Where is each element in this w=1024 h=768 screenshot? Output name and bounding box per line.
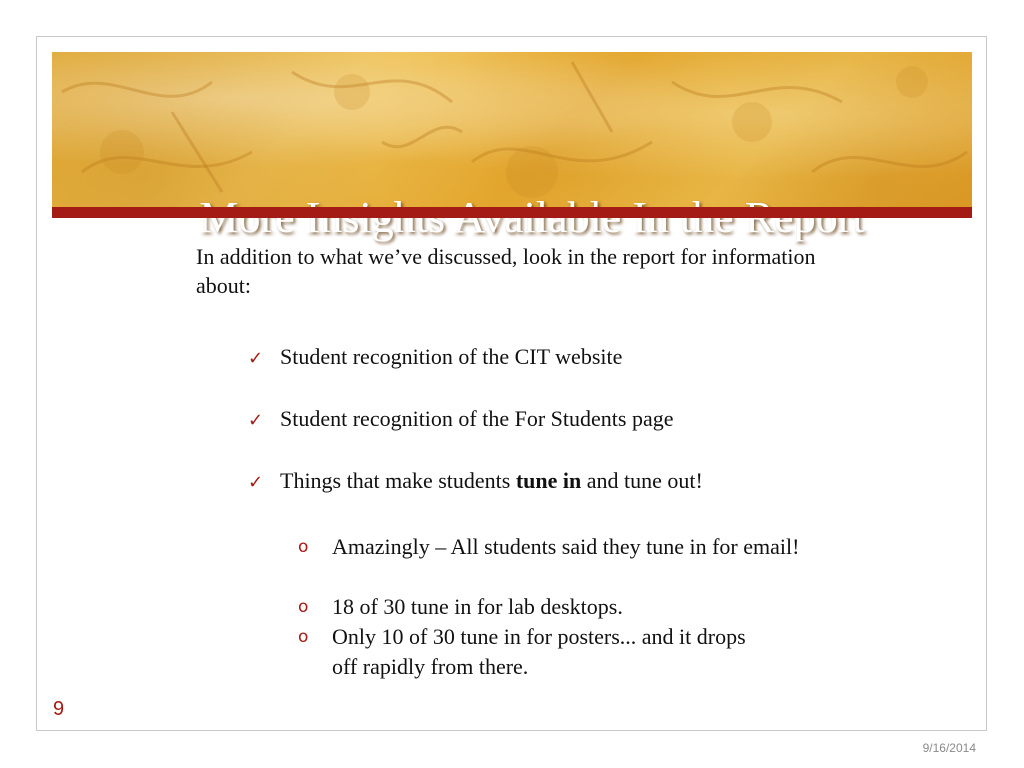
title-underline-bar (52, 207, 972, 218)
slide-date: 9/16/2014 (922, 741, 976, 755)
hollow-circle-bullet-icon: o (298, 597, 309, 617)
hollow-circle-bullet-icon: o (298, 537, 309, 557)
checkmark-icon: ✓ (248, 410, 264, 431)
banner-texture (52, 52, 972, 207)
title-banner (52, 52, 972, 207)
sub-bullet-item (298, 622, 768, 682)
hollow-circle-bullet-icon: o (298, 627, 309, 647)
checklist-item-text: Things that make students (280, 468, 516, 493)
checklist-item-bold: tune in (515, 468, 582, 493)
checkmark-icon: ✓ (248, 348, 264, 369)
sub-bullet-text: Only 10 of 30 tune in for posters... and it drops off rapidly from there. (332, 624, 746, 679)
sub-bullet-item (298, 592, 838, 622)
checklist-item (248, 344, 622, 370)
checklist-item-text-end: and tune out! (581, 468, 703, 493)
checklist-item (248, 468, 703, 494)
intro-text: In addition to what we’ve discussed, look in the report for information about: (196, 244, 816, 298)
slide-number: 9 (53, 698, 65, 720)
checklist-item-text: Student recognition of the For Students page (280, 406, 674, 431)
sub-bullet-text: Amazingly – All students said they tune in for email! (332, 534, 800, 559)
checklist-item-text: Student recognition of the CIT website (280, 344, 623, 369)
sub-bullet-text: 18 of 30 tune in for lab desktops. (332, 594, 623, 619)
checklist-item (248, 406, 674, 432)
sub-bullet-item (298, 532, 838, 562)
checkmark-icon: ✓ (248, 472, 264, 493)
